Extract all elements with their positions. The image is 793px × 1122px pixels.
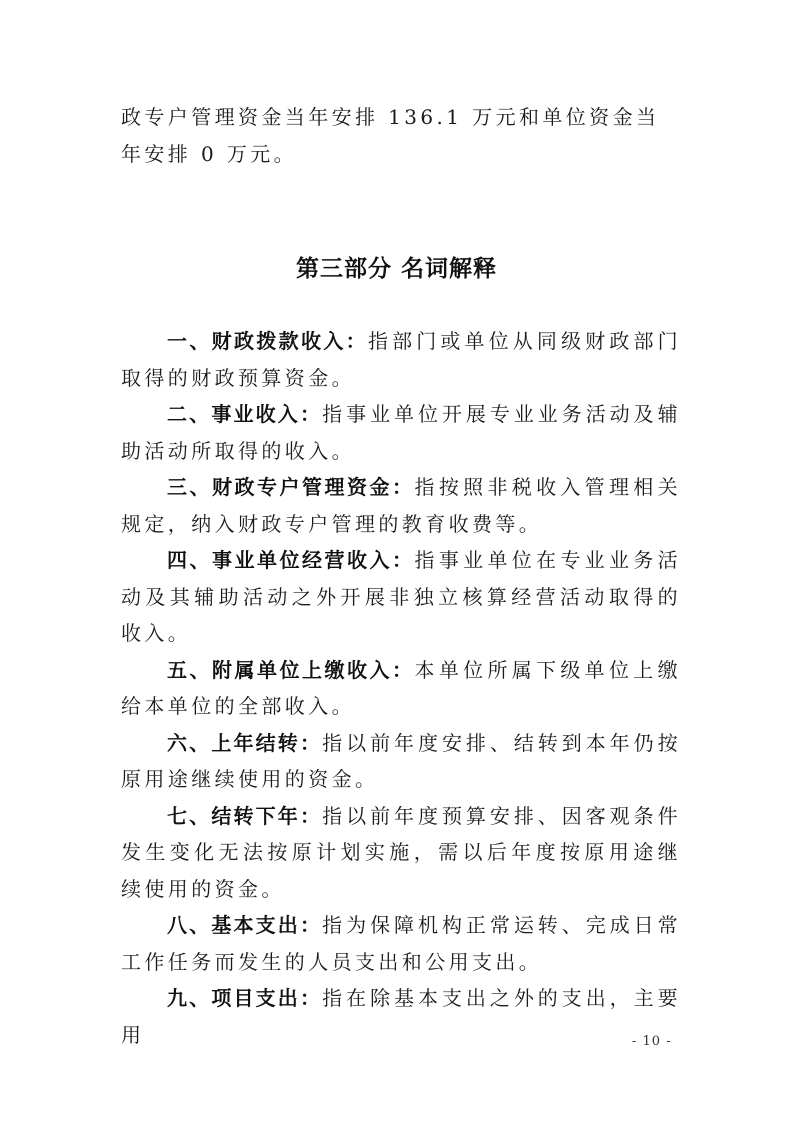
definition-text: 指以前年度预算安排、因客观条件发生变化无法按原计划实施，需以后年度按原用途继续使用的资金。 — [121, 803, 682, 901]
definition-text: 指事业单位开展专业业务活动及辅助活动所取得的收入。 — [121, 402, 682, 463]
definition-item — [121, 907, 681, 980]
definition-item — [121, 980, 681, 1053]
definitions-list — [121, 323, 681, 1053]
definition-text: 指按照非税收入管理相关规定，纳入财政专户管理的教育收费等。 — [121, 475, 681, 536]
definition-text: 指为保障机构正常运转、完成日常工作任务而发生的人员支出和公用支出。 — [121, 913, 682, 974]
definition-text: 指事业单位在专业业务活动及其辅助活动之外开展非独立核算经营活动取得的收入。 — [121, 548, 681, 645]
definition-item — [121, 725, 681, 798]
definition-term: 七、结转下年： — [167, 803, 323, 828]
definition-item — [121, 542, 681, 652]
definition-text: 指在除基本支出之外的支出，主要用 — [121, 986, 682, 1047]
definition-term: 四、事业单位经营收入： — [167, 548, 415, 572]
page-number: - 10 - — [632, 1034, 672, 1049]
definition-item — [121, 396, 681, 469]
definition-term: 六、上年结转： — [167, 730, 323, 755]
section-title: 第三部分 名词解释 — [295, 256, 497, 282]
definition-term: 一、财政拨款收入： — [167, 329, 368, 353]
definition-term: 五、附属单位上缴收入： — [167, 657, 415, 682]
definition-item — [121, 323, 681, 396]
definition-item — [121, 469, 681, 542]
definition-term: 九、项目支出： — [167, 986, 323, 1010]
definition-term: 二、事业收入： — [167, 402, 323, 426]
definition-text: 指部门或单位从同级财政部门取得的财政预算资金。 — [121, 329, 681, 390]
definition-item — [121, 798, 681, 908]
definition-text: 本单位所属下级单位上缴给本单位的全部收入。 — [121, 657, 681, 718]
definition-term: 三、财政专户管理资金： — [167, 475, 415, 499]
definition-item — [121, 652, 681, 725]
definition-text: 指以前年度安排、结转到本年仍按原用途继续使用的资金。 — [121, 730, 682, 791]
intro-paragraph: 政专户管理资金当年安排 136.1 万元和单位资金当年安排 0 万元。 — [121, 105, 660, 166]
definition-term: 八、基本支出： — [167, 913, 323, 937]
